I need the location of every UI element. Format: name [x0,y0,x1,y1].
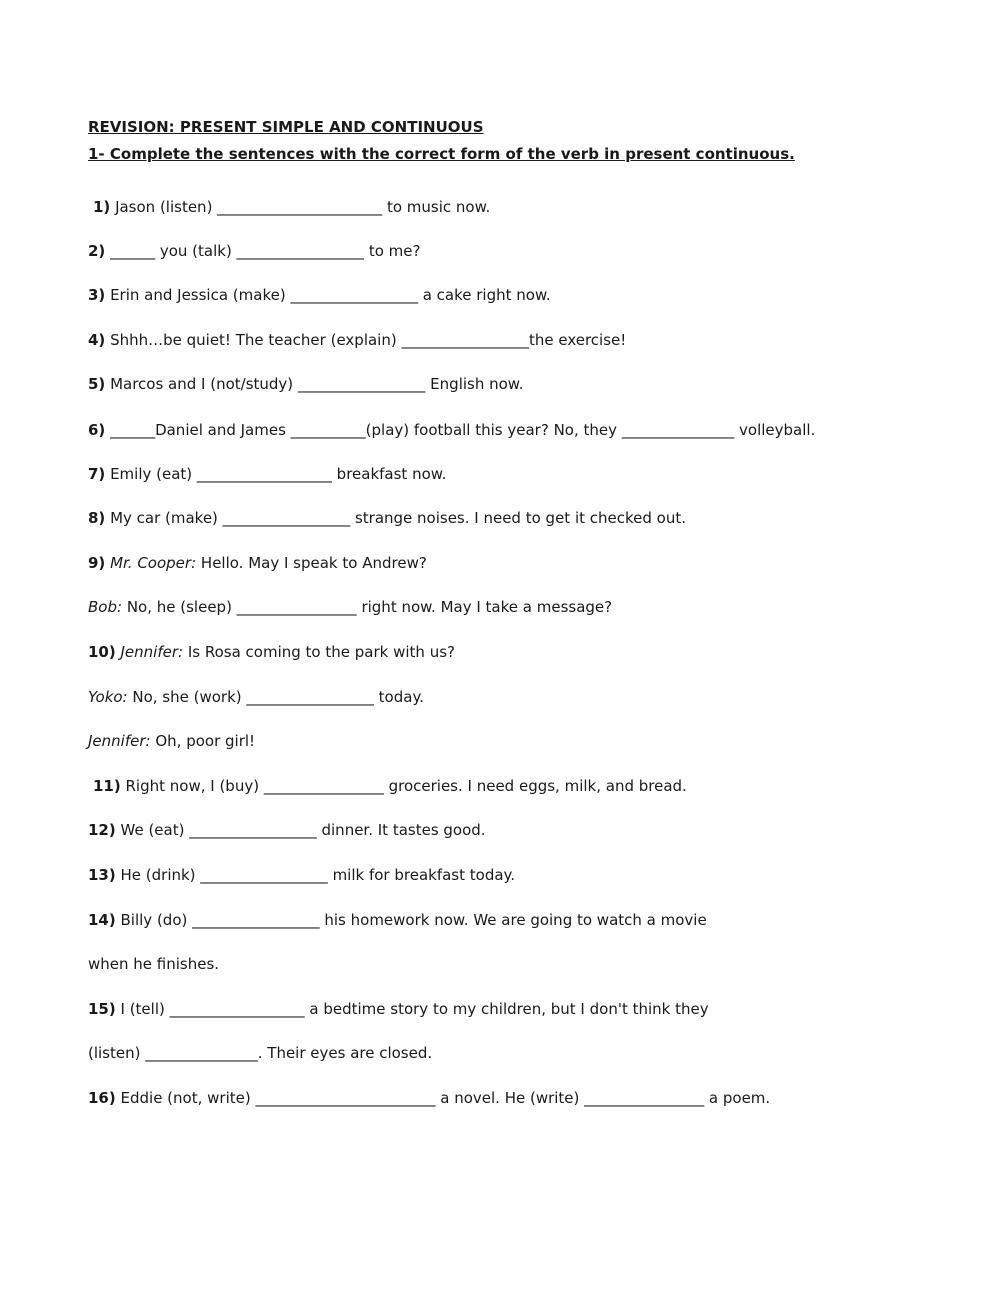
line-text: Jason (listen) ______________________ to music now. [110,198,491,216]
line-text: (listen) _______________. Their eyes are closed. [88,1044,433,1062]
line-text: No, she (work) _________________ today. [127,688,424,706]
exercise-instruction: 1- Complete the sentences with the correct form of the verb in present continuous. [88,145,795,163]
line-text: We (eat) _________________ dinner. It tastes good. [115,821,486,839]
line-text: when he finishes. [88,955,220,973]
line-text: Billy (do) _________________ his homework now. We are going to watch a movie [115,911,707,929]
exercise-line [88,374,523,394]
line-text: Eddie (not, write) ________________________ a novel. He (write) ________________ a poem. [115,1089,771,1107]
exercise-line [88,508,686,528]
item-number: 7) [88,465,106,483]
line-text: ______ you (talk) _________________ to me? [105,242,421,260]
item-number: 5) [88,375,106,393]
item-number: 8) [88,509,106,527]
line-text: My car (make) _________________ strange noises. I need to get it checked out. [105,509,686,527]
exercise-line [88,1043,432,1063]
worksheet-title: REVISION: PRESENT SIMPLE AND CONTINUOUS [88,118,484,136]
exercise-line [88,642,455,662]
exercise-line [88,820,486,840]
item-number: 4) [88,331,106,349]
exercise-line [88,954,219,974]
speaker-name: Bob: [88,598,123,616]
exercise-line [88,553,427,573]
exercise-line [88,420,815,440]
line-text: Oh, poor girl! [150,732,256,750]
exercise-line [93,197,490,217]
exercise-line [88,597,612,617]
speaker-name: Jennifer: [115,643,184,661]
exercise-line [88,464,446,484]
exercise-line [88,865,515,885]
line-text: No, he (sleep) ________________ right now. May I take a message? [122,598,613,616]
item-number: 11) [93,777,121,795]
exercise-line [93,776,687,796]
line-text: Erin and Jessica (make) _________________ a cake right now. [105,286,551,304]
exercise-line [88,999,709,1019]
exercise-line [88,241,420,261]
line-text: Right now, I (buy) ________________ groceries. I need eggs, milk, and bread. [120,777,687,795]
item-number: 16) [88,1089,116,1107]
item-number: 3) [88,286,106,304]
item-number: 14) [88,911,116,929]
item-number: 1) [93,198,111,216]
exercise-line [88,285,551,305]
item-number: 13) [88,866,116,884]
speaker-name: Mr. Cooper: [105,554,197,572]
line-text: Shhh…be quiet! The teacher (explain) _________________the exercise! [105,331,627,349]
item-number: 12) [88,821,116,839]
speaker-name: Jennifer: [88,732,151,750]
line-text: Emily (eat) __________________ breakfast now. [105,465,447,483]
line-text: Is Rosa coming to the park with us? [183,643,455,661]
line-text: Hello. May I speak to Andrew? [196,554,427,572]
line-text: I (tell) __________________ a bedtime story to my children, but I don't think they [115,1000,709,1018]
exercise-line [88,330,626,350]
item-number: 15) [88,1000,116,1018]
item-number: 6) [88,421,106,439]
line-text: Marcos and I (not/study) _________________ English now. [105,375,524,393]
exercise-line [88,687,424,707]
exercise-line [88,731,255,751]
speaker-name: Yoko: [88,688,128,706]
exercise-line [88,1088,770,1108]
item-number: 2) [88,242,106,260]
line-text: ______Daniel and James __________(play) football this year? No, they _______________ volleyball. [105,421,816,439]
exercise-line [88,910,707,930]
item-number: 9) [88,554,106,572]
item-number: 10) [88,643,116,661]
line-text: He (drink) _________________ milk for breakfast today. [115,866,516,884]
